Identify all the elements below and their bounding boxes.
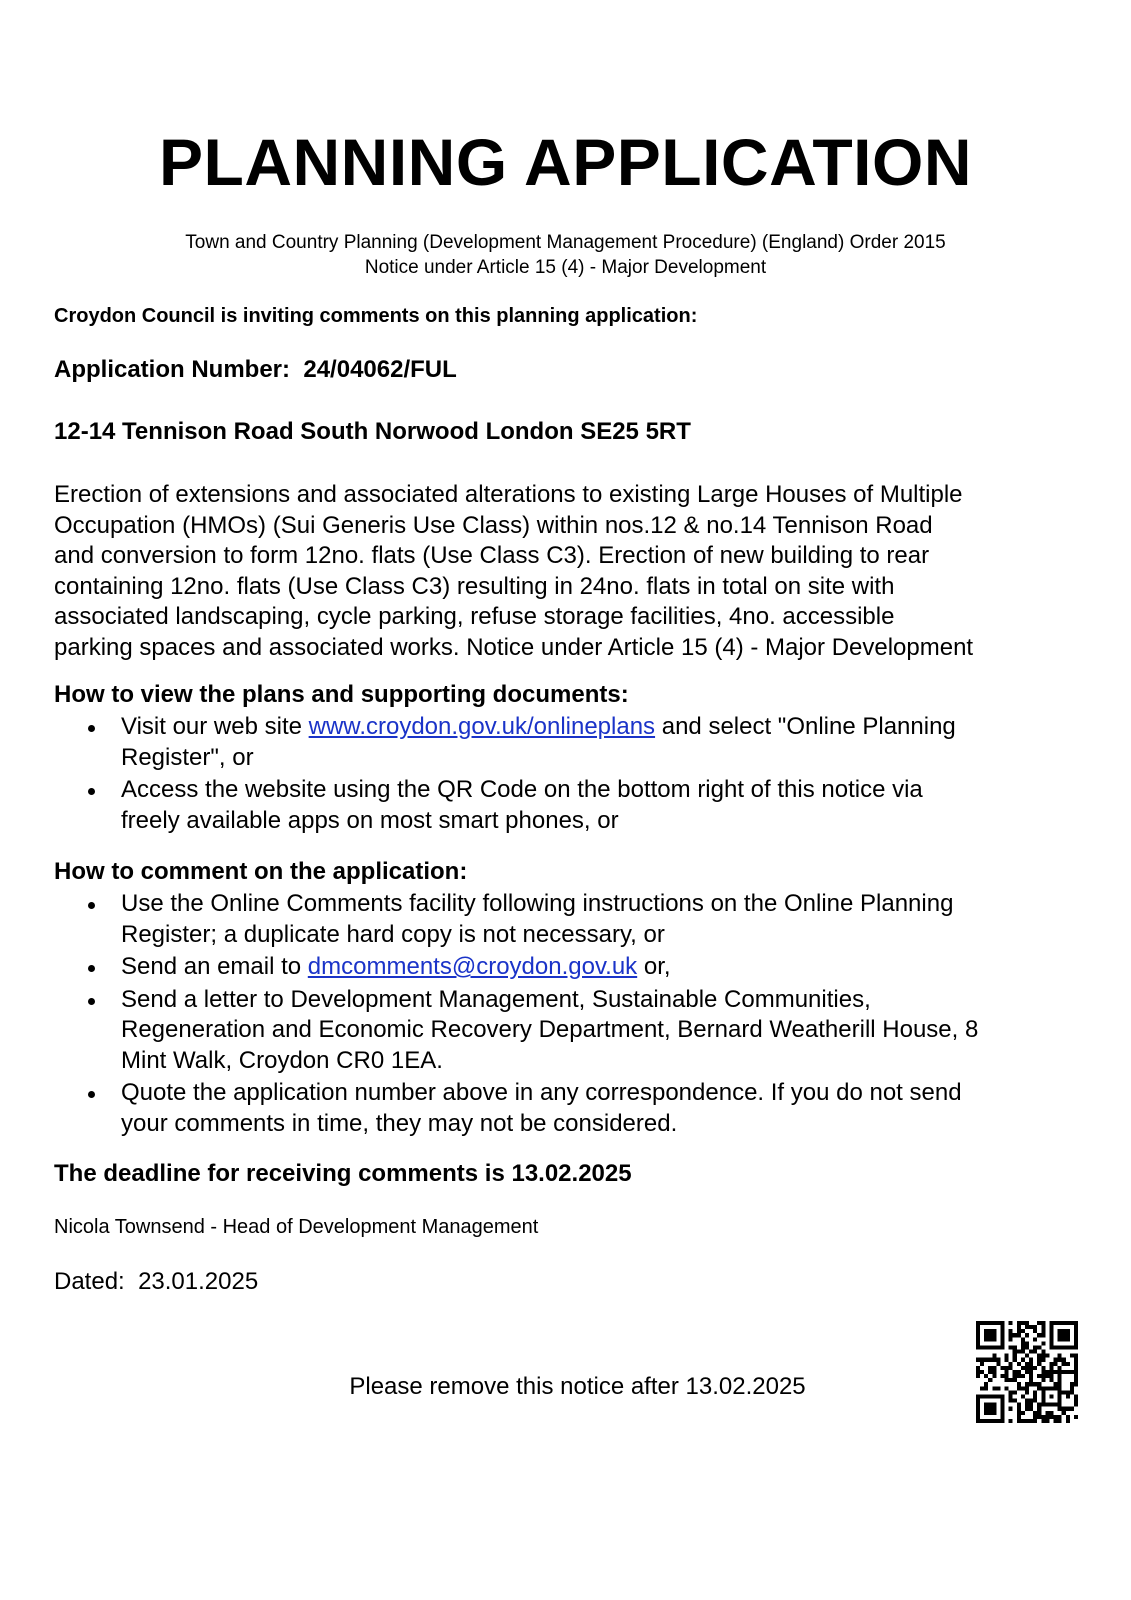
description-line: containing 12no. flats (Use Class C3) resulting in 24no. flats in total on site with [54,572,895,600]
view-plans-section [54,680,1094,836]
comment-list [54,889,1094,1139]
list-item [54,952,1094,983]
description-line: associated landscaping, cycle parking, refuse storage facilities, 4no. accessible [54,603,895,630]
view-plans-list [54,712,1094,836]
list-item-line: Use the Online Comments facility following instructions on the Online Planning [121,890,954,917]
application-number-label: Application Number: [54,356,291,383]
list-item-line: freely available apps on most smart phones, or [121,806,619,834]
description-line: and conversion to form 12no. flats (Use Class C3). Erection of new building to rear [54,542,930,569]
inviting-comments-text: Croydon Council is inviting comments on this planning application: [54,305,698,327]
list-item-line [121,712,1094,743]
signatory: Nicola Townsend - Head of Development Management [54,1216,539,1238]
list-item-text: Visit our web site [121,713,309,740]
bullet-icon [88,725,95,732]
qr-code-icon[interactable] [976,1321,1078,1423]
comment-deadline: The deadline for receiving comments is 13.02.2025 [54,1160,632,1187]
proposal-description [54,480,1084,663]
view-plans-heading: How to view the plans and supporting documents: [54,681,629,708]
list-item-line: Send a letter to Development Management, Sustainable Communities, [121,985,871,1013]
comments-email-link[interactable]: dmcomments@croydon.gov.uk [307,953,638,980]
remove-notice-text: Please remove this notice after 13.02.2025 [349,1373,806,1400]
description-line: Occupation (HMOs) (Sui Generis Use Class) within nos.12 & no.14 Tennison Road [54,511,933,539]
application-number-value: 24/04062/FUL [303,356,457,383]
subtitle-line-order: Town and Country Planning (Development Management Procedure) (England) Order 2015 [185,232,946,253]
bullet-icon [88,902,95,909]
comment-section [54,857,1094,1139]
dated [54,1268,258,1296]
list-item-line: Mint Walk, Croydon CR0 1EA. [121,1046,443,1074]
bullet-icon [88,965,95,972]
bullet-icon [88,998,95,1005]
list-item-line: Register; a duplicate hard copy is not necessary, or [121,920,665,948]
list-item-line: Quote the application number above in any correspondence. If you do not send [121,1079,962,1106]
list-item [54,985,1094,1077]
page-title: PLANNING APPLICATION [159,125,972,199]
list-item-line: Regeneration and Economic Recovery Department, Bernard Weatherill House, 8 [121,1016,979,1043]
comment-heading: How to comment on the application: [54,858,468,885]
list-item-text: Send an email to [121,953,308,980]
list-item [54,1078,1094,1139]
list-item-line [121,952,1094,983]
bullet-icon [88,788,95,795]
list-item [54,712,1094,773]
list-item-line: Register", or [121,743,254,771]
dated-label: Dated: [54,1268,125,1295]
bullet-icon [88,1091,95,1098]
list-item-text: and select "Online Planning [655,713,956,740]
legal-subtitle [0,230,1131,280]
list-item-line: your comments in time, they may not be considered. [121,1109,678,1137]
list-item [54,889,1094,950]
description-line: parking spaces and associated works. Notice under Article 15 (4) - Major Development [54,633,974,661]
online-plans-link[interactable]: www.croydon.gov.uk/onlineplans [308,713,656,740]
list-item-text: or, [637,953,671,980]
site-address: 12-14 Tennison Road South Norwood London SE25 5RT [54,418,691,445]
application-number [54,356,457,384]
description-line: Erection of extensions and associated alterations to existing Large Houses of Multiple [54,481,963,508]
remove-notice [0,1373,1131,1401]
list-item [54,775,1094,836]
subtitle-line-notice: Notice under Article 15 (4) - Major Development [364,257,767,278]
dated-value: 23.01.2025 [138,1268,259,1295]
list-item-line: Access the website using the QR Code on the bottom right of this notice via [121,776,923,803]
